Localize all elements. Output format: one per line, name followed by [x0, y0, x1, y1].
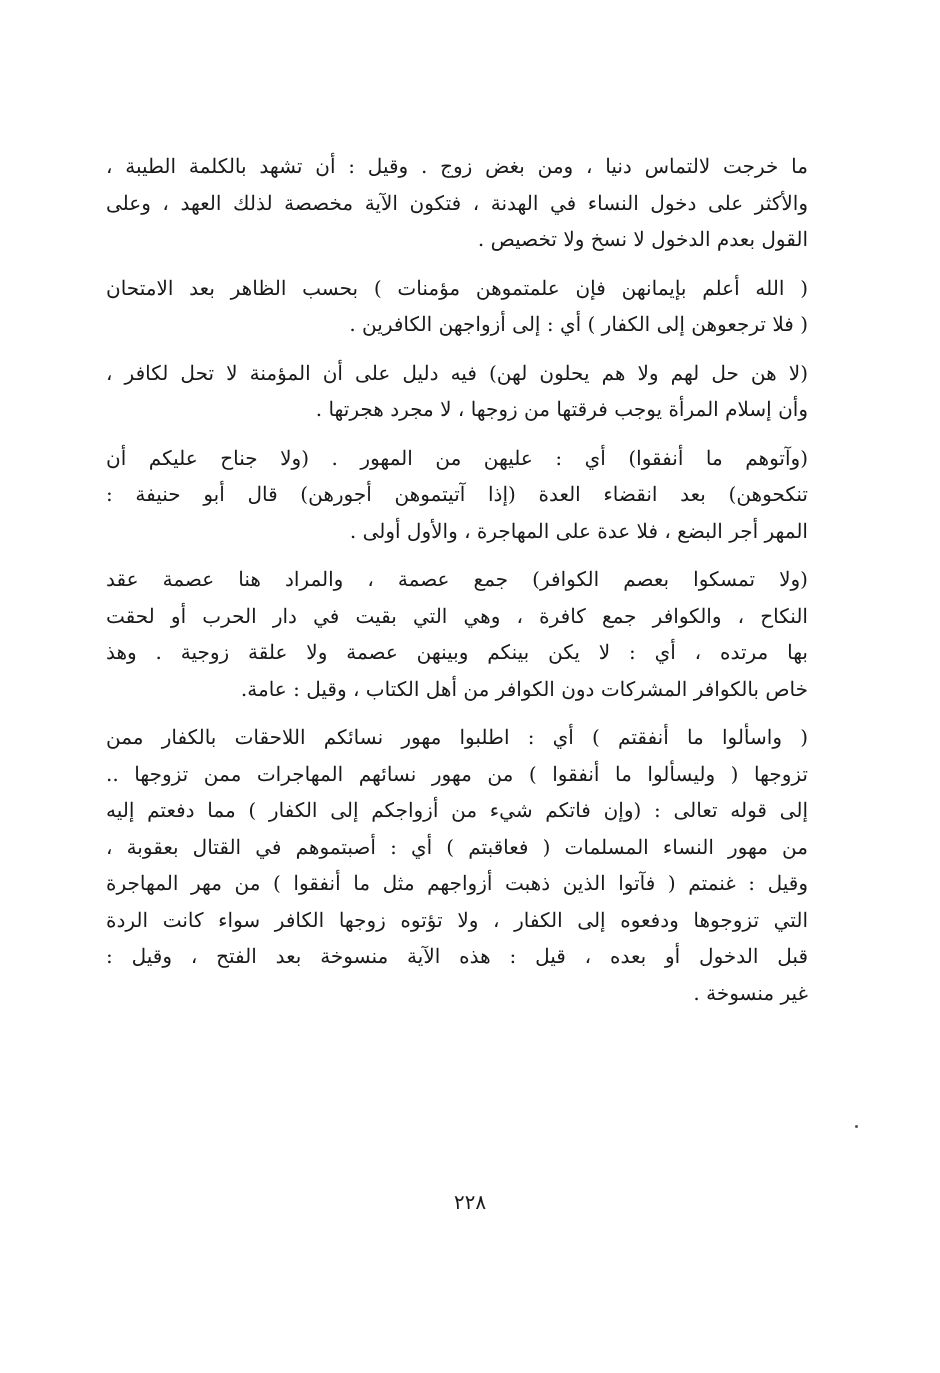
text-line: غير منسوخة . — [693, 980, 808, 1005]
text-line: (لا هن حل لهم ولا هم يحلون لهن) فيه دليل على أن المؤمنة لا تحل لكافر ، — [106, 360, 808, 385]
text-line: وأن إسلام المرأة يوجب فرقتها من زوجها ، لا مجرد هجرتها . — [315, 397, 808, 421]
text-line: المهر أجر البضع ، فلا عدة على المهاجرة ، والأول أولى . — [349, 518, 808, 543]
text-line: وقيل : غنمتم ( فآتوا الذين ذهبت أزواجهم مثل ما أنفقوا ) من مهر المهاجرة — [106, 871, 808, 895]
text-line: تزوجها ( وليسألوا ما أنفقوا ) من مهور نسائهم المهاجرات ممن تزوجها .. — [106, 761, 808, 786]
text-line: ( واسألوا ما أنفقتم ) أي : اطلبوا مهور نسائكم اللاحقات بالكفار ممن — [106, 725, 808, 749]
text-line: والأكثر على دخول النساء في الهدنة ، فتكون الآية مخصصة لذلك العهد ، وعلى — [106, 190, 808, 215]
paragraph — [106, 270, 808, 343]
text-line: ( فلا ترجعوهن إلى الكفار ) أي : إلى أزواجهن الكافرين . — [349, 312, 808, 336]
text-line: ( الله أعلم بإيمانهن فإن علمتموهن مؤمنات ) بحسب الظاهر بعد الامتحان — [106, 275, 808, 300]
text-line: من مهور النساء المسلمات ( فعاقبتم ) أي : أصبتموهم في القتال بعقوبة ، — [106, 834, 808, 859]
page-body-text — [106, 148, 808, 1023]
text-line: النكاح ، والكوافر جمع كافرة ، وهي التي بقيت في دار الحرب أو لحقت — [106, 603, 808, 628]
text-line: التي تزوجوها ودفعوه إلى الكفار ، ولا تؤتوه زوجها الكافر سواء كانت الردة — [106, 907, 808, 932]
paragraph — [106, 355, 808, 428]
text-line: خاص بالكوافر المشركات دون الكوافر من أهل الكتاب ، وقيل : عامة. — [240, 676, 808, 701]
text-line: قبل الدخول أو بعده ، قيل : هذه الآية منسوخة بعد الفتح ، وقيل : — [106, 944, 808, 968]
text-line: القول بعدم الدخول لا نسخ ولا تخصيص . — [477, 227, 808, 251]
text-line: ما خرجت لالتماس دنيا ، ومن بغض زوج . وقيل : أن تشهد بالكلمة الطيبة ، — [106, 154, 808, 178]
paragraph — [106, 561, 808, 707]
text-line: (وآتوهم ما أنفقوا) أي : عليهن من المهور . (ولا جناح عليكم أن — [106, 445, 808, 470]
text-line: (ولا تمسكوا بعصم الكوافر) جمع عصمة ، والمراد هنا عصمة عقد — [106, 567, 808, 591]
text-line: إلى قوله تعالى : (وإن فاتكم شيء من أزواجكم إلى الكفار ) مما دفعتم إليه — [106, 798, 808, 822]
paragraph — [106, 148, 808, 258]
page-number: ٢٢٨ — [453, 1190, 487, 1214]
paragraph — [106, 719, 808, 1011]
scan-speck — [855, 1125, 858, 1128]
text-line: تنكحوهن) بعد انقضاء العدة (إذا آتيتموهن أجورهن) قال أبو حنيفة : — [106, 482, 808, 506]
text-line: بها مرتده ، أي : لا يكن بينكم وبينهن عصمة ولا علقة زوجية . وهذ — [106, 640, 808, 664]
paragraph — [106, 440, 808, 550]
